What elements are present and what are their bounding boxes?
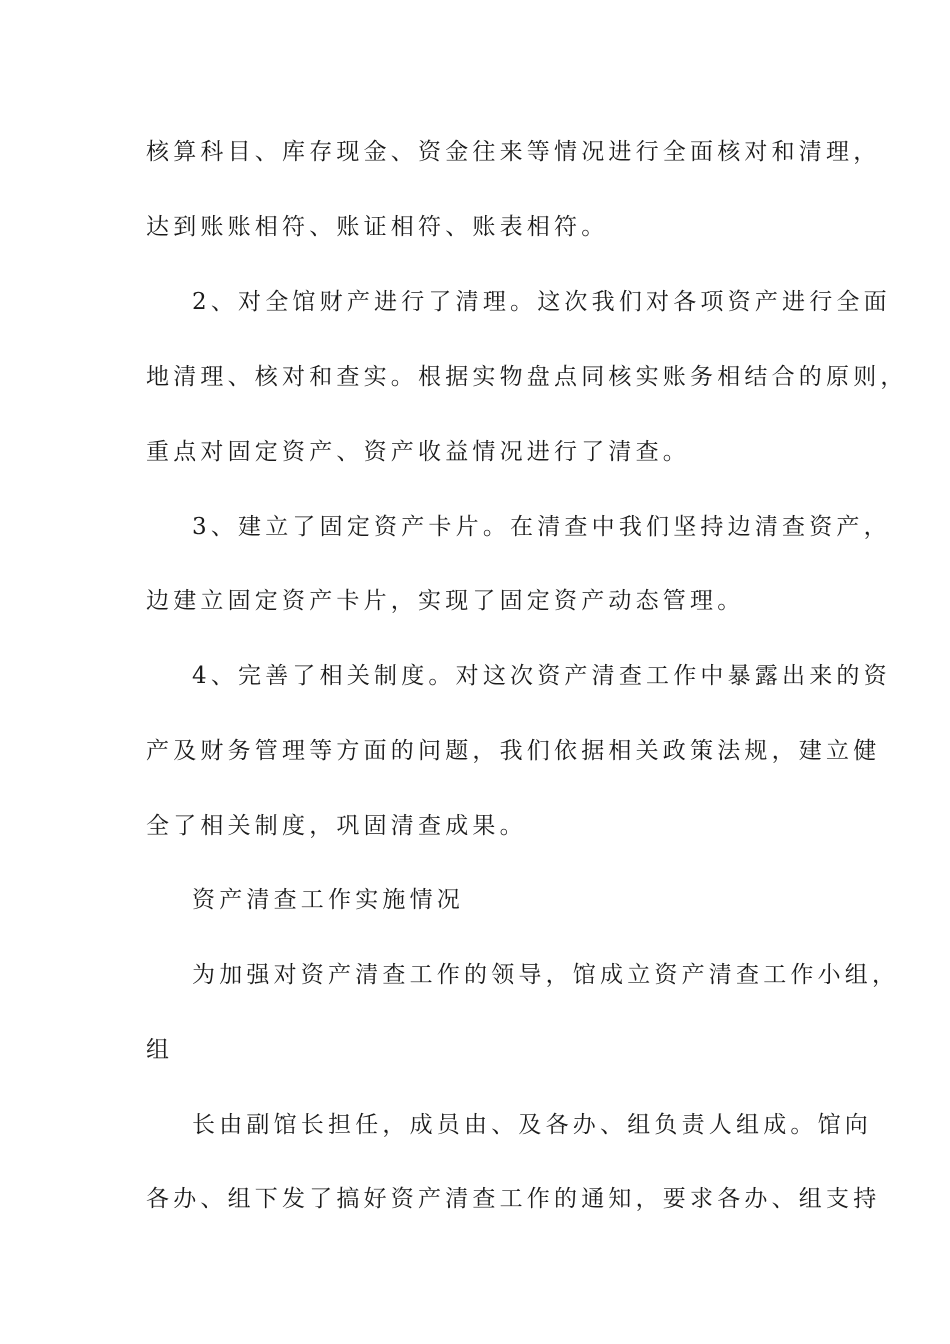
- text-line-1: 核算科目、库存现金、资金往来等情况进行全面核对和清理，: [146, 139, 881, 165]
- text-line-3: 2、对全馆财产进行了清理。这次我们对各项资产进行全面: [192, 289, 891, 315]
- text-line-5: 重点对固定资产、资产收益情况进行了清查。: [146, 439, 690, 465]
- text-line-2: 达到账账相符、账证相符、账表相符。: [146, 214, 609, 240]
- text-line-15: 各办、组下发了搞好资产清查工作的通知，要求各办、组支持: [146, 1186, 881, 1212]
- text-line-14: 长由副馆长担任，成员由、及各办、组负责人组成。馆向: [192, 1112, 872, 1138]
- text-line-13: 组: [146, 1037, 174, 1063]
- section-heading: 资产清查工作实施情况: [192, 887, 464, 913]
- text-line-12: 为加强对资产清查工作的领导，馆成立资产清查工作小组，: [192, 962, 900, 988]
- text-line-10: 全了相关制度，巩固清查成果。: [146, 813, 527, 839]
- text-line-8: 4、完善了相关制度。对这次资产清查工作中暴露出来的资: [192, 663, 891, 689]
- text-line-7: 边建立固定资产卡片，实现了固定资产动态管理。: [146, 588, 745, 614]
- text-line-4: 地清理、核对和查实。根据实物盘点同核实账务相结合的原则，: [146, 364, 908, 390]
- text-line-9: 产及财务管理等方面的问题，我们依据相关政策法规，建立健: [146, 738, 881, 764]
- text-line-6: 3、建立了固定资产卡片。在清查中我们坚持边清查资产，: [192, 514, 891, 540]
